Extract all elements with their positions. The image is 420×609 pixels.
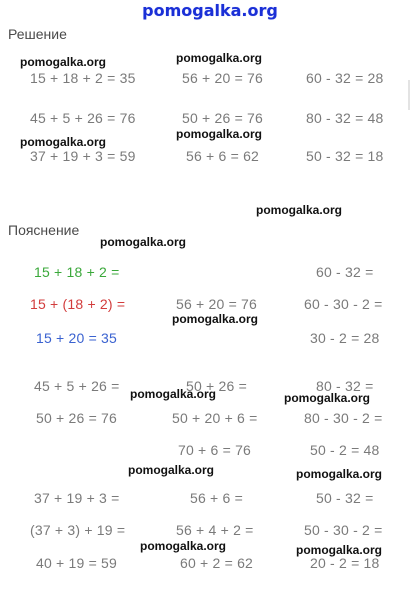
explanation-equation: 56 + 6 = <box>190 490 243 506</box>
solution-equation: 56 + 20 = 76 <box>182 70 264 86</box>
explanation-equation: 30 - 2 = 28 <box>310 330 380 346</box>
site-logo: pomogalka.org <box>142 1 278 20</box>
watermark: pomogalka.org <box>172 312 259 326</box>
explanation-equation: 15 + 18 + 2 = <box>34 264 120 280</box>
explanation-equation: 50 - 2 = 48 <box>310 442 380 458</box>
solution-equation: 56 + 6 = 62 <box>186 148 260 164</box>
watermark: pomogalka.org <box>140 539 227 553</box>
watermark: pomogalka.org <box>284 391 371 405</box>
explanation-equation: (37 + 3) + 19 = <box>30 522 126 538</box>
explanation-equation: 20 - 2 = 18 <box>310 555 380 571</box>
watermark: pomogalka.org <box>100 235 187 249</box>
solution-equation: 50 + 26 = 76 <box>182 110 264 126</box>
explanation-equation: 50 - 32 = <box>316 490 374 506</box>
explanation-equation: 37 + 19 + 3 = <box>34 490 120 506</box>
solution-equation: 60 - 32 = 28 <box>306 70 384 86</box>
watermark: pomogalka.org <box>296 467 383 481</box>
explanation-equation: 15 + (18 + 2) = <box>30 296 126 312</box>
watermark: pomogalka.org <box>128 463 215 477</box>
watermark: pomogalka.org <box>20 55 107 69</box>
watermark: pomogalka.org <box>296 543 383 557</box>
watermark: pomogalka.org <box>176 127 263 141</box>
watermark: pomogalka.org <box>256 203 343 217</box>
explanation-equation: 60 - 30 - 2 = <box>304 296 383 312</box>
solution-equation: 15 + 18 + 2 = 35 <box>30 70 136 86</box>
explanation-equation: 60 - 32 = <box>316 264 374 280</box>
heading-solution: Решение <box>8 26 67 42</box>
explanation-equation: 56 + 4 + 2 = <box>176 522 254 538</box>
explanation-equation: 50 - 30 - 2 = <box>304 522 383 538</box>
solution-equation: 37 + 19 + 3 = 59 <box>30 148 136 164</box>
explanation-equation: 80 - 32 = <box>316 378 374 394</box>
explanation-equation: 70 + 6 = 76 <box>178 442 252 458</box>
explanation-equation: 50 + 20 + 6 = <box>172 410 258 426</box>
solution-equation: 45 + 5 + 26 = 76 <box>30 110 136 126</box>
watermark: pomogalka.org <box>130 387 217 401</box>
explanation-equation: 60 + 2 = 62 <box>180 555 254 571</box>
explanation-equation: 50 + 26 = <box>186 378 247 394</box>
explanation-equation: 45 + 5 + 26 = <box>34 378 120 394</box>
solution-equation: 80 - 32 = 48 <box>306 110 384 126</box>
watermark: pomogalka.org <box>20 135 107 149</box>
explanation-equation: 80 - 30 - 2 = <box>304 410 383 426</box>
solution-equation: 50 - 32 = 18 <box>306 148 384 164</box>
explanation-equation: 50 + 26 = 76 <box>36 410 118 426</box>
scan-artifact-line <box>408 80 410 110</box>
explanation-equation: 56 + 20 = 76 <box>176 296 258 312</box>
heading-explanation: Пояснение <box>8 222 80 238</box>
watermark: pomogalka.org <box>176 51 263 65</box>
explanation-equation: 15 + 20 = 35 <box>36 330 118 346</box>
explanation-equation: 40 + 19 = 59 <box>36 555 118 571</box>
